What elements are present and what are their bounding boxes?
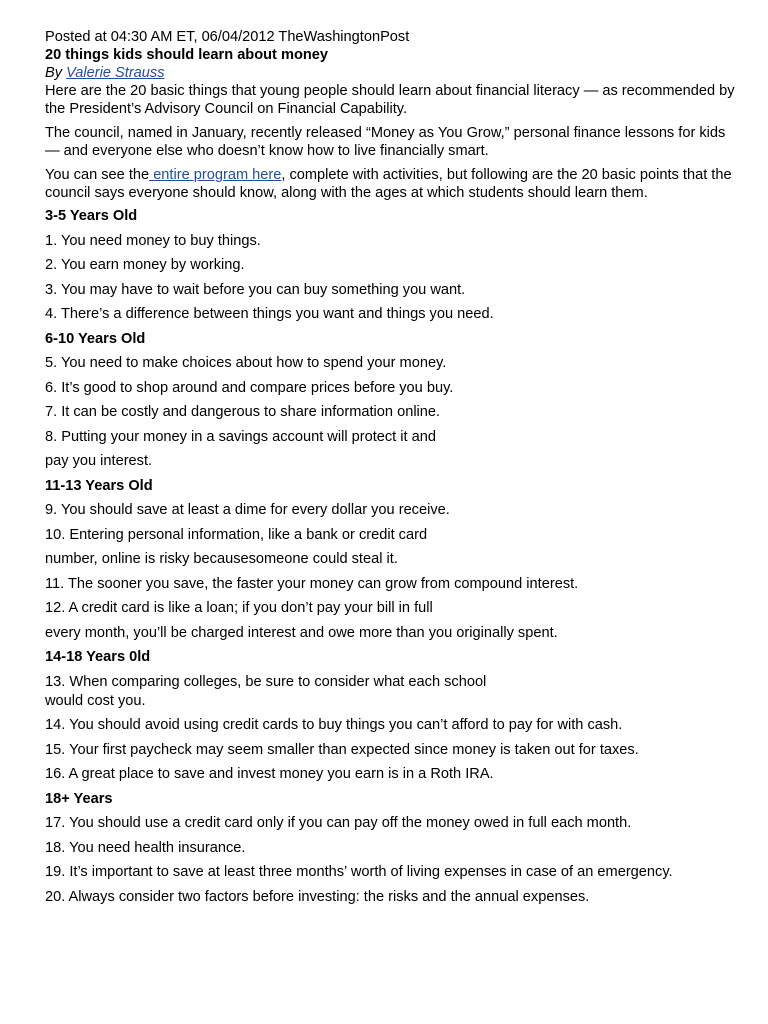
intro-paragraph-3 (45, 166, 735, 202)
section-heading: 3-5 Years Old (45, 208, 138, 224)
list-item: 3. You may have to wait before you can buy something you want. (45, 281, 466, 298)
intro-paragraph-2: The council, named in January, recently released “Money as You Grow,” personal finance lessons for kids — and everyone else who doesn’t know how to live financially smart. (45, 125, 726, 159)
section-heading: 18+ Years (45, 790, 113, 807)
list-item: 2. You earn money by working. (45, 257, 245, 273)
section-heading: 14-18 Years 0ld (45, 649, 151, 665)
list-item: 16. A great place to save and invest money you earn is in a Roth IRA. (45, 766, 494, 782)
list-item-continued: number, online is risky becausesomeone could steal it. (45, 551, 398, 567)
byline-prefix: By (45, 65, 67, 81)
list-item: 5. You need to make choices about how to spend your money. (45, 355, 447, 371)
list-item-continued: every month, you’ll be charged interest and owe more than you originally spent. (45, 624, 558, 641)
byline (45, 64, 735, 82)
list-item: 18. You need health insurance. (45, 839, 246, 856)
list-item: 15. Your first paycheck may seem smaller than expected since money is taken out for taxes. (45, 741, 639, 758)
list-item-continued: pay you interest. (45, 453, 153, 469)
list-item: 9. You should save at least a dime for every dollar you receive. (45, 502, 450, 518)
list-item: 11. The sooner you save, the faster your money can grow from compound interest. (45, 575, 579, 592)
program-link[interactable]: entire program here (149, 167, 282, 183)
lessons-list (45, 206, 735, 911)
article-title: 20 things kids should learn about money (45, 47, 329, 63)
list-item: 13. When comparing colleges, be sure to consider what each school (45, 673, 487, 690)
section-heading: 6-10 Years Old (45, 330, 146, 347)
list-item: 4. There’s a difference between things you want and things you need. (45, 306, 494, 322)
list-item: 17. You should use a credit card only if you can pay off the money owed in full each month. (45, 815, 632, 831)
list-item: 1. You need money to buy things. (45, 232, 261, 249)
intro3-before: You can see the (45, 167, 150, 183)
list-item-continued: would cost you. (45, 692, 146, 709)
list-item: 8. Putting your money in a savings account will protect it and (45, 428, 436, 445)
list-item: 19. It’s important to save at least three months’ worth of living expenses in case of an emergency. (45, 864, 673, 880)
list-item: 6. It’s good to shop around and compare prices before you buy. (45, 379, 454, 396)
intro-paragraph-1: Here are the 20 basic things that young people should learn about financial literacy — as recommended by the President’s Advisory Council on Financial Capability. (45, 83, 735, 117)
list-item: 10. Entering personal information, like a bank or credit card (45, 526, 428, 543)
list-item: 7. It can be costly and dangerous to share information online. (45, 404, 441, 420)
article-header (45, 28, 735, 208)
author-link[interactable]: Valerie Strauss (66, 65, 165, 81)
list-item: 14. You should avoid using credit cards to buy things you can’t afford to pay for with cash. (45, 717, 623, 733)
section-heading: 11-13 Years Old (45, 477, 153, 494)
list-item: 20. Always consider two factors before investing: the risks and the annual expenses. (45, 888, 590, 905)
intro3-after: , complete with activities, but following are the 20 basic points that the council says everyone should know, along with the ages at which students should learn them. (45, 167, 732, 201)
posted-line: Posted at 04:30 AM ET, 06/04/2012 TheWashingtonPost (45, 29, 410, 45)
list-item: 12. A credit card is like a loan; if you don’t pay your bill in full (45, 600, 433, 616)
